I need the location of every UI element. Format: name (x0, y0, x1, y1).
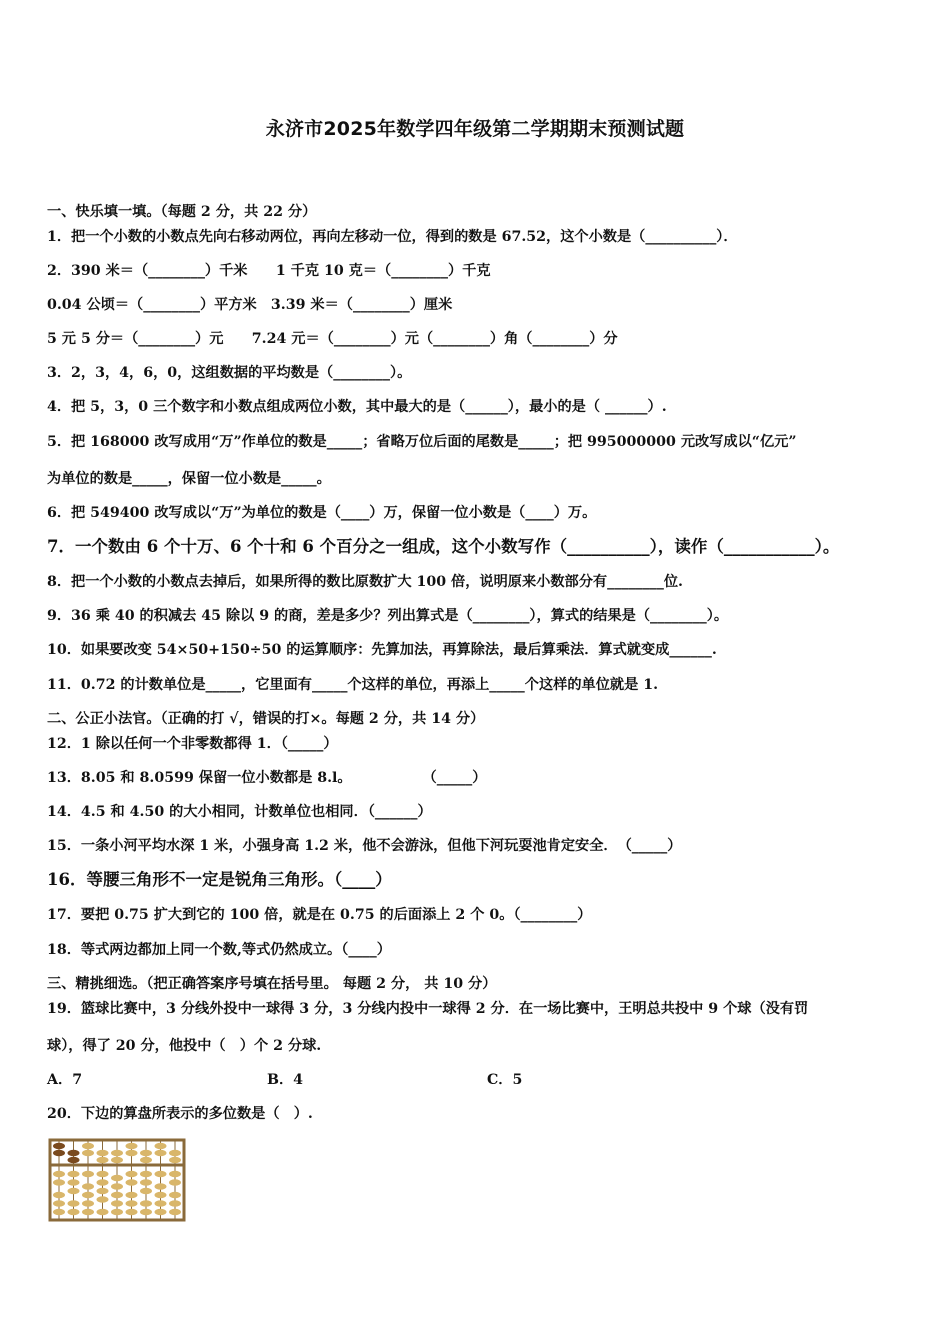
section-2-heading: 二、公正小法官。（正确的打 √，错误的打×。每题 2 分，共 14 分） (47, 711, 485, 727)
section-3-heading: 三、精挑细选。（把正确答案序号填在括号里。 每题 2 分， 共 10 分） (47, 976, 497, 992)
abacus-bead (126, 1150, 138, 1156)
abacus-bead (126, 1179, 138, 1185)
abacus-bead (126, 1209, 138, 1215)
abacus-bead (97, 1157, 109, 1163)
option-b: B．4 (267, 1072, 304, 1088)
abacus-bead (53, 1192, 65, 1198)
abacus-bead (111, 1150, 123, 1156)
option-a: A．7 (47, 1072, 83, 1088)
abacus-bead (82, 1209, 94, 1215)
question-5b: 为单位的数是_____，保留一位小数是_____。 (47, 471, 331, 487)
abacus-bead (155, 1209, 167, 1215)
section-1-heading: 一、快乐填一填。（每题 2 分，共 22 分） (47, 204, 317, 220)
question-2a: 2．390 米＝（________）千米 1 千克 10 克＝（________）千克 (47, 263, 491, 279)
abacus-bead (155, 1143, 167, 1149)
question-1: 1．把一个小数的小数点先向右移动两位，再向左移动一位，得到的数是 67.52，这个小数是（__________）． (47, 229, 738, 245)
abacus-bead (97, 1188, 109, 1194)
question-19a: 19．篮球比赛中，3 分线外投中一球得 3 分，3 分线内投中一球得 2 分．在一场比赛中，王明总共投中 9 个球（没有罚 (47, 1001, 809, 1017)
abacus-bead (140, 1150, 152, 1156)
question-2b: 0.04 公顷＝（________）平方米 3.39 米＝（________）厘米 (47, 297, 453, 313)
abacus-bead (82, 1183, 94, 1189)
abacus-bead (169, 1209, 181, 1215)
question-20: 20．下边的算盘所表示的多位数是（ ）. (47, 1106, 313, 1122)
abacus-bead (68, 1179, 80, 1185)
abacus-bead (140, 1209, 152, 1215)
abacus-bead (169, 1200, 181, 1206)
question-8: 8．把一个小数的小数点去掉后，如果所得的数比原数扩大 100 倍，说明原来小数部分有________位. (47, 574, 683, 590)
abacus-bead (82, 1192, 94, 1198)
abacus-bead (126, 1143, 138, 1149)
abacus-bead (82, 1143, 94, 1149)
abacus-bead (97, 1209, 109, 1215)
question-17: 17．要把 0.75 扩大到它的 100 倍，就是在 0.75 的后面添上 2 个 0。（________） (47, 907, 592, 923)
question-14: 14．4.5 和 4.50 的大小相同，计数单位也相同．（______） (47, 804, 432, 820)
question-19b: 球），得了 20 分，他投中（ ）个 2 分球. (47, 1038, 322, 1054)
abacus-bead (126, 1192, 138, 1198)
abacus-bead (155, 1171, 167, 1177)
abacus-bead (155, 1192, 167, 1198)
abacus-bead (53, 1143, 65, 1149)
abacus-bead (169, 1171, 181, 1177)
abacus-bead (53, 1179, 65, 1185)
question-13: 13．8.05 和 8.0599 保留一位小数都是 8.l。 （_____） (47, 770, 487, 786)
question-11: 11．0.72 的计数单位是_____，它里面有_____个这样的单位，再添上_____个这样的单位就是 1. (47, 677, 659, 693)
question-15: 15．一条小河平均水深 1 米，小强身高 1.2 米，他不会游泳，但他下河玩耍池肯定安全． （_____） (47, 838, 682, 854)
abacus-bead (97, 1196, 109, 1202)
abacus-bead (140, 1157, 152, 1163)
abacus-bead (169, 1179, 181, 1185)
abacus-bead (68, 1209, 80, 1215)
abacus-image (47, 1138, 187, 1222)
abacus-bead (111, 1192, 123, 1198)
abacus-bead (53, 1150, 65, 1156)
abacus-bead (97, 1171, 109, 1177)
abacus-bead (68, 1150, 80, 1156)
question-16: 16．等腰三角形不一定是锐角三角形。（____） (47, 870, 392, 889)
page-title: 永济市2025年数学四年级第二学期期末预测试题 (265, 118, 685, 140)
abacus-bead (126, 1200, 138, 1206)
question-5a: 5．把 168000 改写成用“万”作单位的数是_____；省略万位后面的尾数是_____；把 995000000 元改写成以“亿元” (47, 434, 797, 450)
abacus-bead (82, 1150, 94, 1156)
abacus-bead (53, 1171, 65, 1177)
question-4: 4．把 5，3，0 三个数字和小数点组成两位小数，其中最大的是（______），最小的是（ ______）. (47, 399, 667, 415)
abacus-bead (155, 1183, 167, 1189)
abacus-bead (82, 1200, 94, 1206)
question-7: 7．一个数由 6 个十万、6 个十和 6 个百分之一组成，这个小数写作（__________），读作（___________）。 (47, 537, 840, 556)
abacus-bead (68, 1171, 80, 1177)
question-3: 3．2，3，4，6，0，这组数据的平均数是（________）。 (47, 365, 412, 381)
abacus-bead (68, 1157, 80, 1163)
abacus-bead (155, 1200, 167, 1206)
abacus-bead (53, 1200, 65, 1206)
question-2c: 5 元 5 分＝（________）元 7.24 元＝（________）元（________）角（________）分 (47, 331, 618, 347)
question-18: 18．等式两边都加上同一个数,等式仍然成立。（____） (47, 942, 391, 958)
abacus-bead (111, 1183, 123, 1189)
abacus-bead (111, 1175, 123, 1181)
abacus-bead (126, 1171, 138, 1177)
abacus-bead (140, 1200, 152, 1206)
abacus-bead (169, 1192, 181, 1198)
abacus-bead (111, 1209, 123, 1215)
question-6: 6．把 549400 改写成以“万”为单位的数是（____）万，保留一位小数是（____）万。 (47, 505, 597, 521)
abacus-bead (140, 1179, 152, 1185)
question-9: 9．36 乘 40 的积减去 45 除以 9 的商，差是多少？列出算式是（________），算式的结果是（________）。 (47, 608, 729, 624)
abacus-bead (169, 1157, 181, 1163)
question-10: 10．如果要改变 54×50+150÷50 的运算顺序：先算加法，再算除法，最后算乘法．算式就变成______. (47, 642, 717, 658)
abacus-bead (169, 1150, 181, 1156)
question-12: 12．1 除以任何一个非零数都得 1．（_____） (47, 736, 338, 752)
abacus-bead (140, 1171, 152, 1177)
abacus-bead (111, 1200, 123, 1206)
abacus-bead (111, 1157, 123, 1163)
abacus-bead (68, 1200, 80, 1206)
abacus-bead (82, 1171, 94, 1177)
abacus-bead (97, 1179, 109, 1185)
abacus-bead (53, 1209, 65, 1215)
abacus-bead (155, 1150, 167, 1156)
abacus-bead (68, 1188, 80, 1194)
abacus-bead (140, 1188, 152, 1194)
abacus-bead (97, 1150, 109, 1156)
option-c: C．5 (487, 1072, 523, 1088)
